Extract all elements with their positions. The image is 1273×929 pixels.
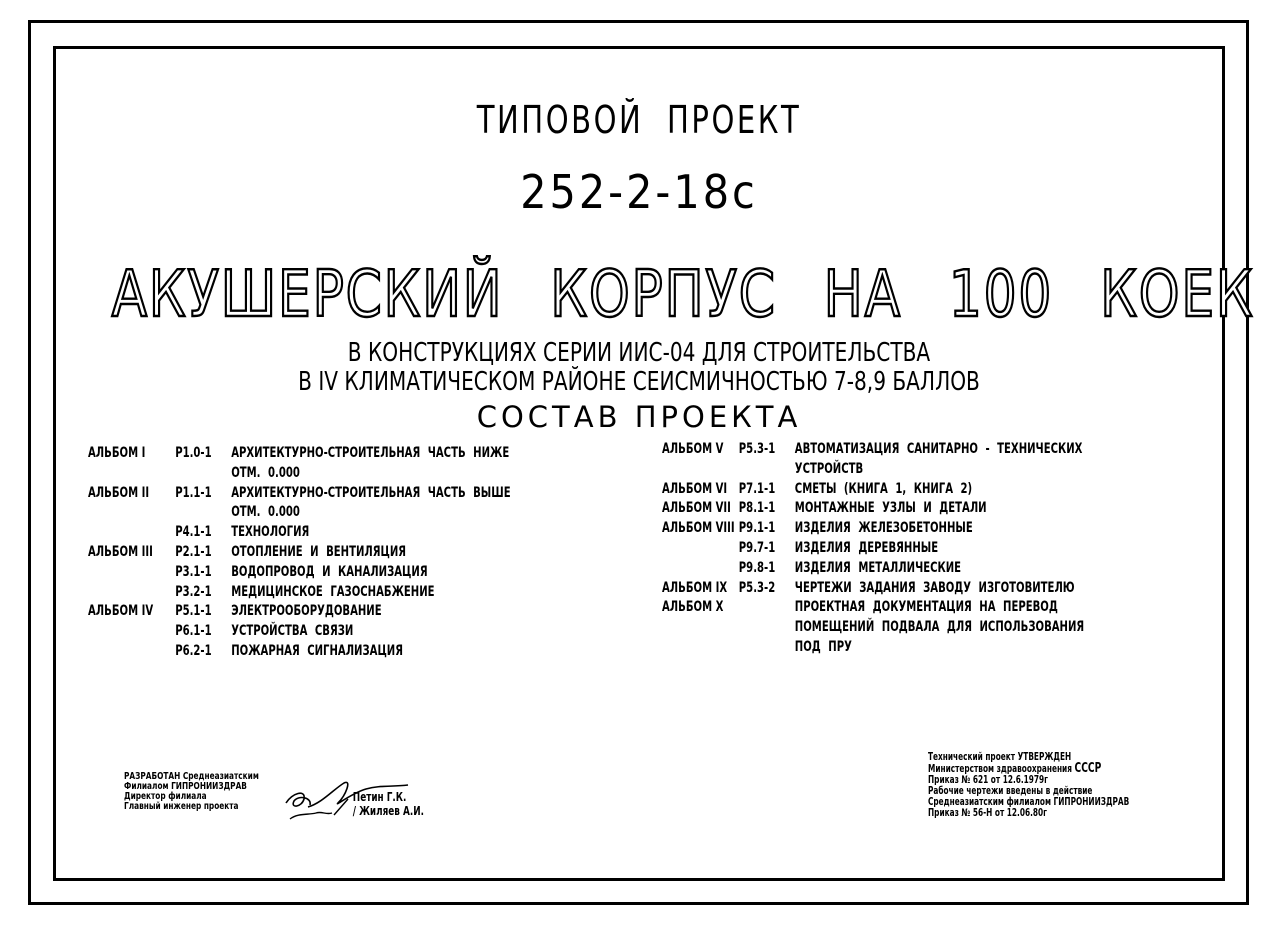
list-item [88,523,511,543]
album-number: АЛЬБОМ VIII [662,520,735,537]
album-title: СМЕТЫ (КНИГА 1, КНИГА 2) [794,480,973,497]
director-name: Петин Г.К. [352,790,407,804]
album-number [88,523,175,543]
album-code [739,638,795,658]
album-title: АРХИТЕКТУРНО-СТРОИТЕЛЬНАЯ ЧАСТЬ ВЫШЕ [231,484,511,501]
album-number: АЛЬБОМ VII [662,500,731,517]
list-item [662,598,1084,618]
album-code [175,464,231,484]
list-item [88,563,511,583]
album-title: УСТРОЙСТВА СВЯЗИ [231,623,354,640]
album-number: АЛЬБОМ II [88,484,150,501]
list-item [88,543,511,563]
chief-engineer-name: / Жиляев А.И. [352,804,424,818]
album-number: АЛЬБОМ X [662,599,724,616]
list-item [662,539,1084,559]
album-code [739,618,795,638]
list-item [88,464,511,484]
album-code: Р9.1-1 [738,520,776,537]
album-code: Р8.1-1 [738,500,776,517]
album-code: Р5.3-1 [738,441,776,457]
list-item [662,638,1084,658]
list-item [88,583,511,603]
developer-block [124,771,424,818]
album-number: АЛЬБОМ IX [662,579,728,596]
approval-country: СССР [1074,761,1102,776]
album-title: МЕДИЦИНСКОЕ ГАЗОСНАБЖЕНИЕ [231,583,435,600]
list-item [88,503,511,523]
developer-line: Директор филиала [124,791,207,802]
developer-line: Главный инженер проекта [124,801,239,812]
album-code: Р7.1-1 [738,480,776,497]
list-item [88,444,511,464]
developer-line: Филиалом ГИПРОНИИЗДРАВ [124,781,247,792]
album-title: ПОД ПРУ [794,638,852,655]
album-title: ИЗДЕЛИЯ ЖЕЛЕЗОБЕТОННЫЕ [794,520,973,537]
contents-left [88,444,511,662]
approval-line: Приказ № 56-Н от 12.06.80г [928,807,1048,819]
album-code [175,503,231,523]
album-number [662,559,739,579]
project-number: 252-2-18с [520,165,758,219]
list-item [662,519,1084,539]
list-item [88,622,511,642]
type-label: ТИПОВОЙ ПРОЕКТ [476,98,802,142]
album-number [662,618,739,638]
album-code: Р5.3-2 [738,579,776,596]
album-number [88,642,175,662]
album-code: Р6.1-1 [175,623,212,640]
list-item [88,484,511,504]
album-number: АЛЬБОМ IV [88,603,154,620]
album-number: АЛЬБОМ III [88,543,153,560]
album-number: АЛЬБОМ I [88,445,146,461]
album-number [88,503,175,523]
project-title: АКУШЕРСКИЙ КОРПУС НА 100 КОЕК [111,258,1255,332]
album-title: ИЗДЕЛИЯ МЕТАЛЛИЧЕСКИЕ [794,559,962,576]
album-number [662,460,739,480]
album-title: ОТМ. 0.000 [231,504,300,521]
album-code: Р1.0-1 [175,445,212,461]
album-code: Р3.2-1 [175,583,212,600]
approval-line: Технический проект УТВЕРЖДЕН [928,751,1072,763]
album-title: ЭЛЕКТРООБОРУДОВАНИЕ [231,603,382,620]
album-title: ВОДОПРОВОД И КАНАЛИЗАЦИЯ [231,563,428,580]
list-item [88,642,511,662]
approval-line: Рабочие чертежи введены в действие [928,785,1093,797]
list-item [662,480,1084,500]
album-code: Р6.2-1 [175,642,212,659]
album-title: ПОЖАРНАЯ СИГНАЛИЗАЦИЯ [231,642,403,659]
album-number [88,563,175,583]
album-code: Р3.1-1 [175,563,212,580]
album-number [88,583,175,603]
album-number [662,539,739,559]
album-title: ПОМЕЩЕНИЙ ПОДВАЛА ДЛЯ ИСПОЛЬЗОВАНИЯ [794,619,1085,636]
album-code: Р9.7-1 [738,539,776,556]
album-title: ТЕХНОЛОГИЯ [231,524,310,541]
album-code: Р1.1-1 [175,484,212,501]
album-code: Р2.1-1 [175,543,212,560]
album-code [739,460,795,480]
album-title: АВТОМАТИЗАЦИЯ САНИТАРНО - ТЕХНИЧЕСКИХ [794,441,1083,457]
album-title: ОТМ. 0.000 [231,464,300,481]
album-number: АЛЬБОМ V [662,441,724,457]
contents-right [662,440,1084,658]
album-title: АРХИТЕКТУРНО-СТРОИТЕЛЬНАЯ ЧАСТЬ НИЖЕ [231,445,510,461]
approval-line: Приказ № 621 от 12.6.1979г [928,774,1049,786]
list-item [662,499,1084,519]
album-code [739,598,795,618]
list-item [662,559,1084,579]
album-code: Р9.8-1 [738,559,776,576]
album-title: ЧЕРТЕЖИ ЗАДАНИЯ ЗАВОДУ ИЗГОТОВИТЕЛЮ [794,579,1075,596]
album-title: ОТОПЛЕНИЕ И ВЕНТИЛЯЦИЯ [231,543,407,560]
list-item [662,618,1084,638]
album-title: ПРОЕКТНАЯ ДОКУМЕНТАЦИЯ НА ПЕРЕВОД [794,599,1058,616]
composition-heading: СОСТАВ ПРОЕКТА [476,400,802,434]
list-item [662,440,1084,460]
album-title: УСТРОЙСТВ [794,460,864,477]
approval-block [928,752,1129,819]
subtitle-line-2: В IV КЛИМАТИЧЕСКОМ РАЙОНЕ СЕИСМИЧНОСТЬЮ 7-8,9 БАЛЛОВ [298,367,980,397]
subtitle-line-1: В КОНСТРУКЦИЯХ СЕРИИ ИИС-04 ДЛЯ СТРОИТЕЛЬСТВА [347,338,931,368]
album-title: ИЗДЕЛИЯ ДЕРЕВЯННЫЕ [794,539,939,556]
album-code: Р5.1-1 [175,603,212,620]
album-number: АЛЬБОМ VI [662,480,728,497]
album-title: МОНТАЖНЫЕ УЗЛЫ И ДЕТАЛИ [794,500,987,517]
approval-ministry: Министерством здравоохранения [928,763,1072,775]
album-number [662,638,739,658]
approval-line: Среднеазиатским филиалом ГИПРОНИИЗДРАВ [928,796,1130,808]
album-number [88,622,175,642]
developer-line: РАЗРАБОТАН Среднеазиатским [124,771,259,782]
list-item [662,460,1084,480]
signature-image [282,775,412,825]
list-item [662,579,1084,599]
list-item [88,602,511,622]
album-number [88,464,175,484]
album-code: Р4.1-1 [175,524,212,541]
